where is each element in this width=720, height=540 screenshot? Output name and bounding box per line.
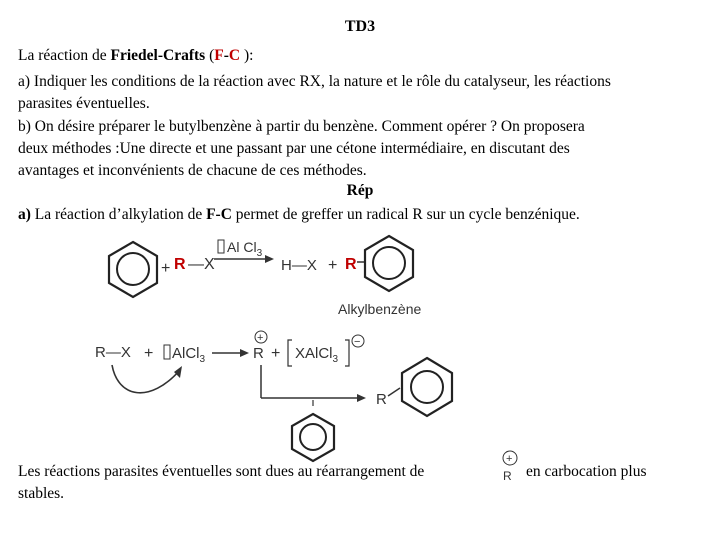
scheme2-complex-sub: 3 bbox=[332, 354, 339, 365]
scheme2-r-plus: R bbox=[253, 345, 264, 362]
fc-c: C bbox=[228, 47, 241, 64]
scheme2-positive: + bbox=[257, 332, 264, 344]
scheme2-complex: XAlCl bbox=[295, 345, 333, 362]
svg-text:Al Cl3 bbox=[227, 239, 263, 259]
svg-text:XAlCl3 bbox=[295, 345, 339, 365]
scheme1-r: R bbox=[174, 256, 186, 273]
answer-a-text2: permet de greffer un radical R sur un cycle benzénique. bbox=[231, 206, 580, 223]
scheme1-product-r: R bbox=[345, 256, 357, 273]
footer-inline-plus: + bbox=[506, 453, 513, 465]
scheme2-plus2: + bbox=[271, 345, 281, 362]
scheme2-arrow-head bbox=[240, 349, 249, 357]
question-b-line3: avantages et inconvénients de chacune de ces méthodes. bbox=[18, 162, 367, 179]
question-a-line2: parasites éventuelles. bbox=[18, 95, 150, 112]
scheme1-plus1: + bbox=[161, 260, 171, 277]
intro-paren-close: ): bbox=[240, 47, 254, 64]
intro-prefix: La réaction de bbox=[18, 47, 111, 64]
scheme2-alcl-box bbox=[164, 345, 170, 359]
question-b-line1: b) On désire préparer le butylbenzène à partir du benzène. Comment opérer ? On proposera bbox=[18, 118, 585, 135]
question-a-line1: a) Indiquer les conditions de la réaction avec RX, la nature et le rôle du catalyseur, les réactions bbox=[18, 73, 611, 90]
question-b-line2: deux méthodes :Une directe et une passant par une cétone intermédiaire, en discutant des bbox=[18, 140, 570, 157]
footer-line1: Les réactions parasites éventuelles sont dues au réarrangement de bbox=[18, 463, 425, 480]
scheme1-product-name: Alkylbenzène bbox=[338, 301, 422, 317]
scheme2-product-benzene bbox=[402, 358, 452, 416]
electron-curved-arrow bbox=[112, 365, 180, 393]
scheme2-alcl-sub: 3 bbox=[199, 354, 206, 365]
footer-line1-end: en carbocation plus bbox=[526, 463, 647, 480]
answer-heading: Rép bbox=[346, 182, 374, 199]
scheme2-product-bond bbox=[388, 388, 400, 396]
page-title: TD3 bbox=[344, 18, 376, 35]
footer-inline-r: R bbox=[503, 469, 512, 483]
complex-bracket-right bbox=[345, 340, 349, 366]
scheme1-catalyst-sub: 3 bbox=[256, 248, 263, 259]
svg-text:AlCl3 bbox=[172, 345, 206, 365]
scheme1-h-dash-x: H—X bbox=[281, 257, 317, 274]
alkylbenzene-product bbox=[365, 236, 413, 291]
complex-bracket-left bbox=[288, 340, 292, 366]
scheme1-catalyst: Al Cl bbox=[227, 239, 257, 255]
scheme2-plus1: + bbox=[144, 345, 154, 362]
answer-a-fc: F-C bbox=[206, 206, 232, 223]
benzene-reactant bbox=[109, 242, 157, 297]
scheme2-negative: − bbox=[354, 336, 361, 348]
fc-f: F bbox=[214, 47, 224, 64]
scheme1-arrow-head bbox=[265, 255, 274, 263]
scheme2-alcl: AlCl bbox=[172, 345, 200, 362]
scheme2-benzene-reactant bbox=[292, 414, 334, 461]
friedel-crafts-name: Friedel-Crafts bbox=[110, 47, 206, 64]
scheme1-plus2: + bbox=[328, 257, 338, 274]
fc-dash: - bbox=[223, 47, 229, 64]
footer-line2: stables. bbox=[18, 485, 65, 502]
scheme1-catalyst-box bbox=[218, 240, 224, 253]
answer-a-label: a) bbox=[18, 206, 31, 223]
answer-a-text1: La réaction d’alkylation de bbox=[30, 206, 207, 223]
scheme2-rx: R—X bbox=[95, 344, 131, 361]
scheme1-dash-x: —X bbox=[188, 256, 215, 273]
scheme2-arrow2-head bbox=[357, 394, 366, 402]
intro-paren-open: ( bbox=[205, 47, 215, 64]
scheme2-product-r: R bbox=[376, 391, 387, 408]
